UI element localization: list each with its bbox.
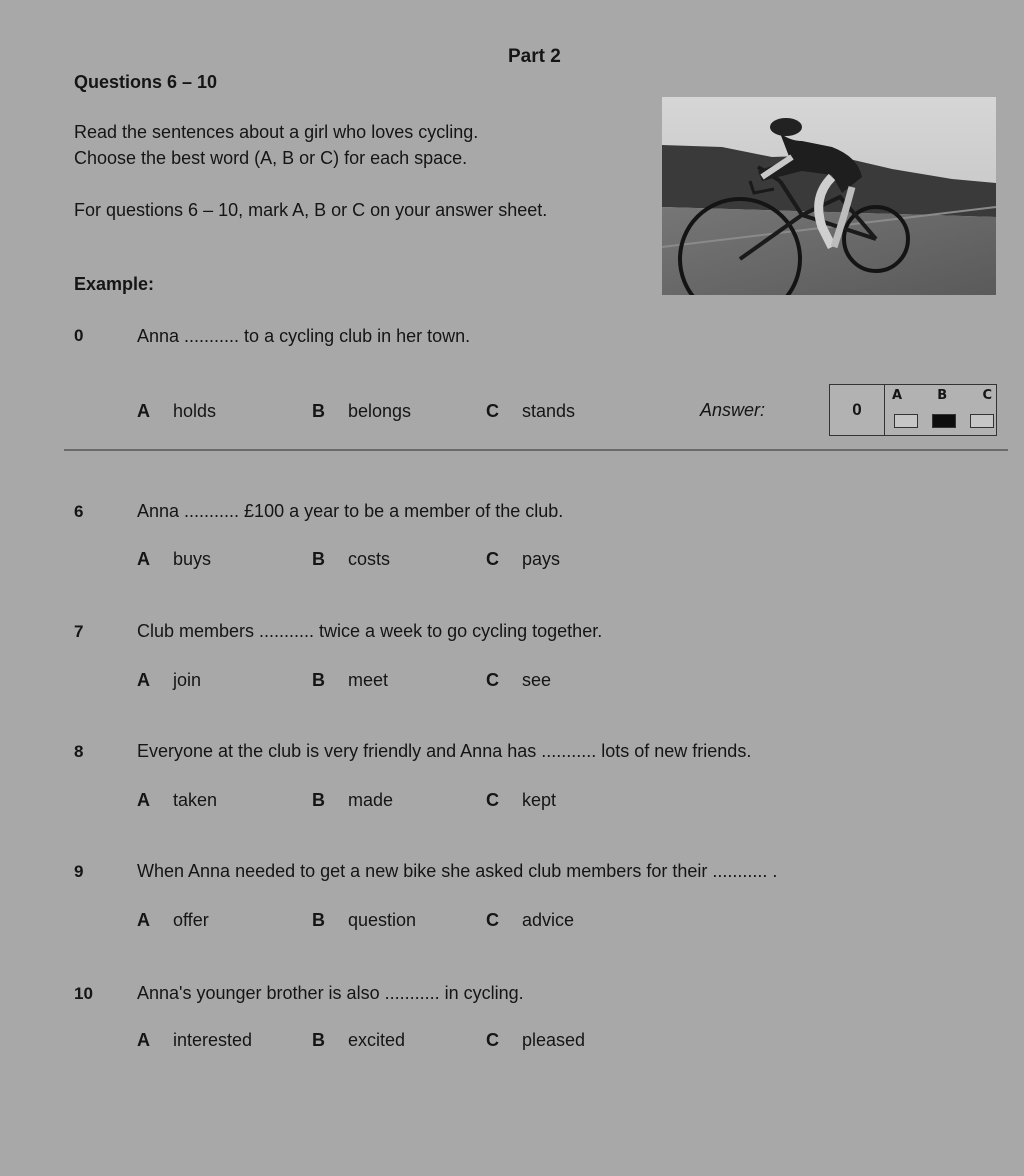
option-text: pleased [522, 1030, 586, 1050]
answer-sheet-number: 0 [830, 385, 885, 435]
option-a [137, 910, 209, 931]
answer-sheet-example [829, 384, 997, 436]
question-sentence: When Anna needed to get a new bike she asked club members for their ........... . [137, 861, 778, 881]
option-text: costs [348, 549, 391, 569]
option-c [486, 1030, 585, 1051]
question-sentence: Club members ........... twice a week to go cycling together. [137, 621, 603, 641]
option-b [312, 670, 388, 691]
example-option-b [312, 401, 411, 422]
option-text: excited [348, 1030, 406, 1050]
example-sentence: Anna ........... to a cycling club in her town. [137, 326, 471, 346]
answer-letter-b: B [937, 388, 948, 403]
option-letter: A [137, 1030, 150, 1050]
option-letter: B [312, 670, 325, 690]
option-text: made [348, 790, 394, 810]
option-text: join [173, 670, 202, 690]
question-sentence: Anna ........... £100 a year to be a member of the club. [137, 501, 564, 521]
option-a [137, 1030, 252, 1051]
instruction-line-3: For questions 6 – 10, mark A, B or C on your answer sheet. [74, 200, 548, 220]
example-option-a [137, 401, 216, 422]
option-letter: A [137, 670, 150, 690]
question-sentence: Anna's younger brother is also ........... in cycling. [137, 983, 524, 1003]
cyclist-photo [662, 97, 996, 295]
option-b [312, 910, 416, 931]
question-number: 6 [74, 502, 84, 521]
option-letter: C [486, 790, 499, 810]
option-letter: C [486, 401, 499, 421]
example-label: Example: [74, 274, 155, 294]
option-letter: B [312, 401, 325, 421]
option-text: belongs [348, 401, 412, 421]
option-text: stands [522, 401, 576, 421]
option-b [312, 549, 390, 570]
option-c [486, 670, 551, 691]
option-text: taken [173, 790, 218, 810]
option-letter: B [312, 790, 325, 810]
option-text: see [522, 670, 552, 690]
option-letter: A [137, 549, 150, 569]
option-c [486, 790, 556, 811]
question-number: 9 [74, 862, 84, 881]
option-letter: B [312, 549, 325, 569]
option-letter: B [312, 910, 325, 930]
option-letter: C [486, 910, 499, 930]
option-c [486, 910, 574, 931]
question-number: 10 [74, 984, 93, 1003]
option-a [137, 670, 201, 691]
option-text: holds [173, 401, 217, 421]
part-title: Part 2 [508, 46, 561, 67]
question-number: 8 [74, 742, 84, 761]
question-sentence: Everyone at the club is very friendly and Anna has ........... lots of new friends. [137, 741, 752, 761]
option-letter: A [137, 401, 150, 421]
option-a [137, 790, 217, 811]
questions-heading: Questions 6 – 10 [74, 72, 218, 92]
option-text: interested [173, 1030, 253, 1050]
option-letter: C [486, 549, 499, 569]
option-b [312, 1030, 405, 1051]
option-letter: C [486, 670, 499, 690]
option-text: kept [522, 790, 557, 810]
option-letter: B [312, 1030, 325, 1050]
option-text: advice [522, 910, 575, 930]
option-a [137, 549, 211, 570]
option-text: offer [173, 910, 209, 930]
answer-mark-c [970, 414, 994, 428]
option-letter: A [137, 910, 150, 930]
answer-label: Answer: [700, 400, 766, 420]
option-text: meet [348, 670, 389, 690]
option-letter: C [486, 1030, 499, 1050]
divider [64, 449, 1008, 451]
instruction-line-1: Read the sentences about a girl who loves cycling. [74, 122, 479, 142]
question-number: 7 [74, 622, 84, 641]
answer-letter-a: A [892, 388, 903, 403]
example-number: 0 [74, 326, 84, 345]
answer-letter-c: C [982, 388, 992, 403]
option-text: buys [173, 549, 212, 569]
answer-mark-a [894, 414, 918, 428]
answer-mark-b [932, 414, 956, 428]
option-letter: A [137, 790, 150, 810]
option-b [312, 790, 393, 811]
option-text: pays [522, 549, 561, 569]
option-c [486, 549, 560, 570]
instruction-line-2: Choose the best word (A, B or C) for each space. [74, 148, 468, 168]
option-text: question [348, 910, 417, 930]
example-option-c [486, 401, 575, 422]
